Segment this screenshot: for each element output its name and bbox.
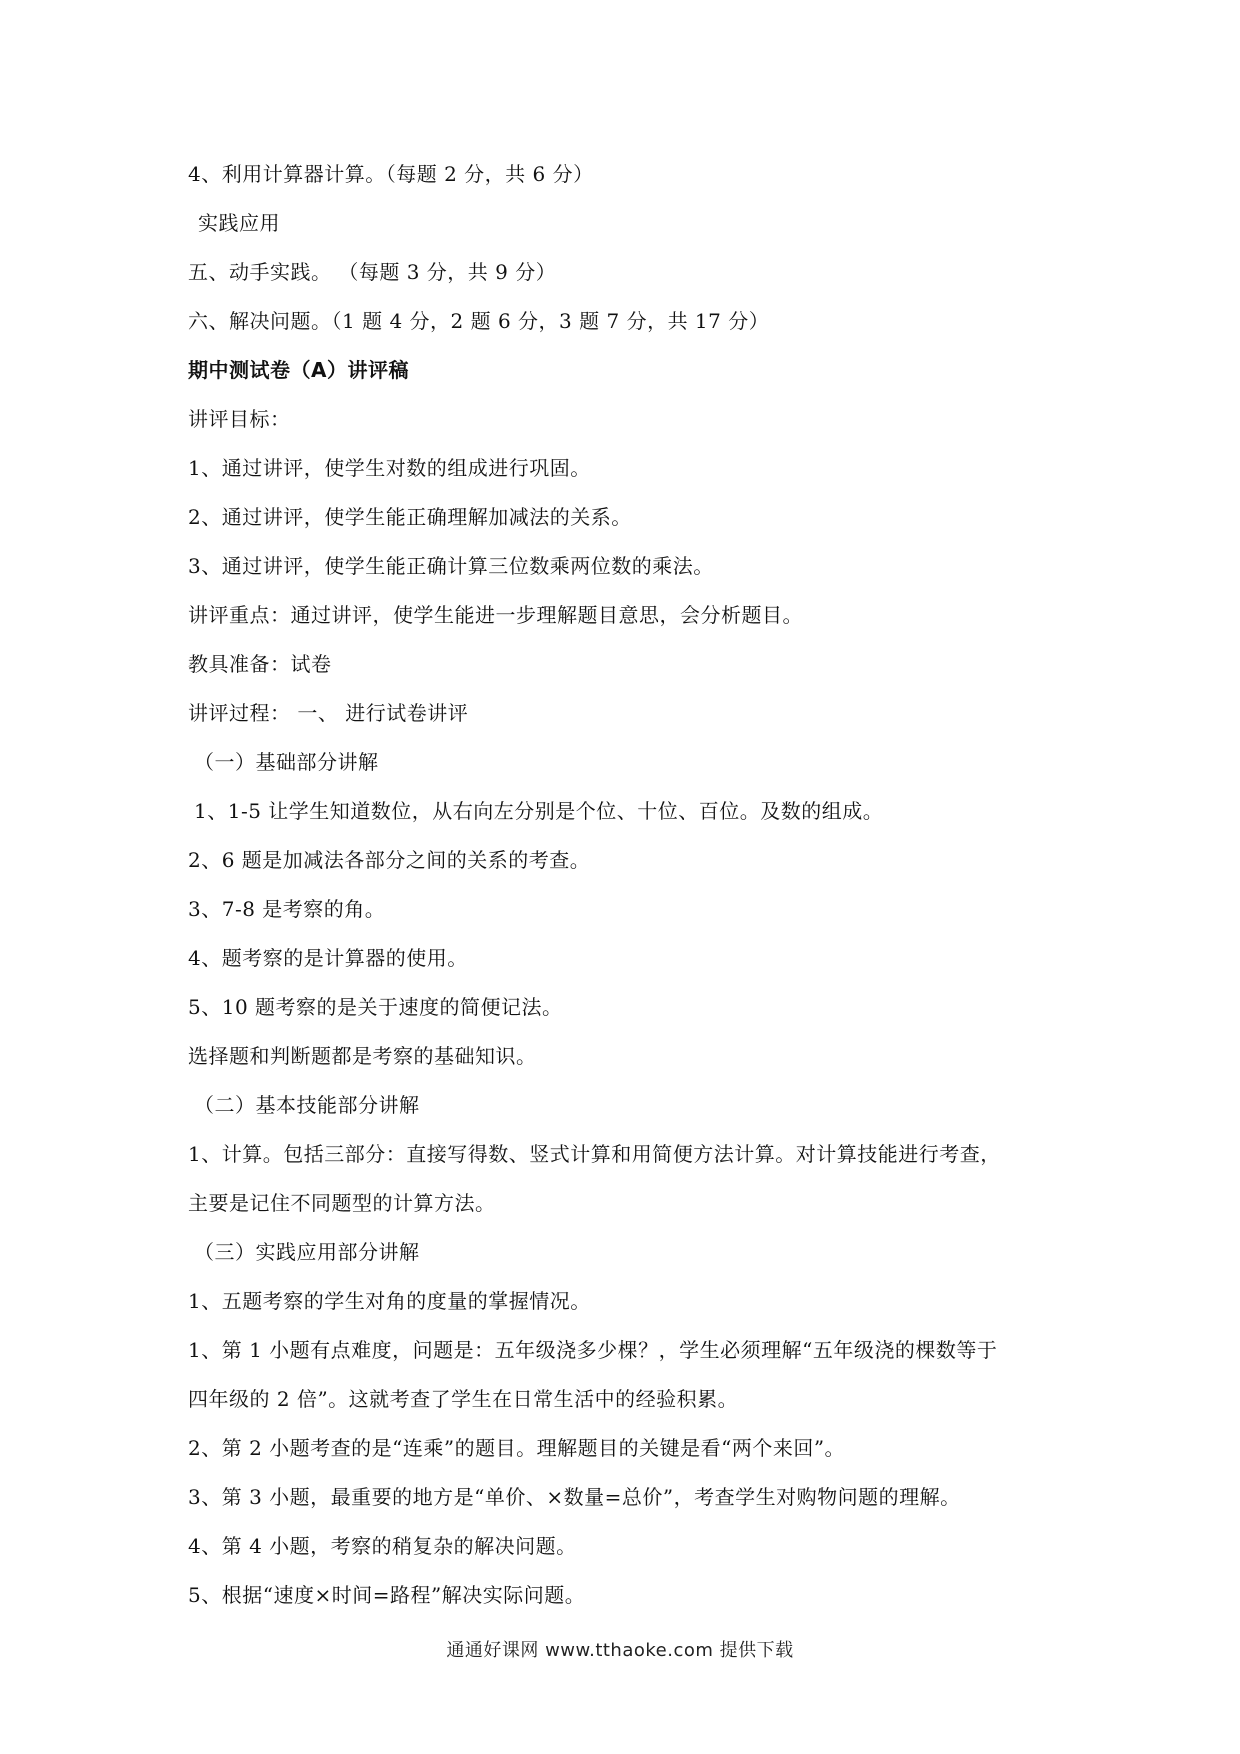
text-line: 讲评重点：通过讲评，使学生能进一步理解题目意思，会分析题目。 [188,603,803,627]
text-line: 主要是记住不同题型的计算方法。 [188,1191,496,1215]
text-line: 3、第 3 小题，最重要的地方是“单价、×数量=总价”，考查学生对购物问题的理解。 [188,1485,961,1509]
text-line: 2、第 2 小题考查的是“连乘”的题目。理解题目的关键是看“两个来回”。 [188,1436,846,1460]
subsection-heading: （三）实践应用部分讲解 [194,1240,420,1264]
subsection-heading: （二）基本技能部分讲解 [194,1093,420,1117]
text-line: 讲评目标： [188,407,291,431]
text-line: 4、题考察的是计算器的使用。 [188,946,468,970]
text-line: 1、五题考察的学生对角的度量的掌握情况。 [188,1289,591,1313]
text-line: 2、6 题是加减法各部分之间的关系的考查。 [188,848,591,872]
text-line: 1、第 1 小题有点难度，问题是：五年级浇多少棵？，学生必须理解“五年级浇的棵数等于 [188,1338,998,1362]
text-line: 五、动手实践。 （每题 3 分，共 9 分） [188,260,557,284]
text-line: 选择题和判断题都是考察的基础知识。 [188,1044,537,1068]
text-line: 1、计算。包括三部分：直接写得数、竖式计算和用简便方法计算。对计算技能进行考查， [188,1142,1001,1166]
text-line: 3、7-8 是考察的角。 [188,897,386,921]
text-line: 5、根据“速度×时间=路程”解决实际问题。 [188,1583,586,1607]
document-title: 期中测试卷（A）讲评稿 [188,358,409,382]
text-line: 4、利用计算器计算。（每题 2 分，共 6 分） [188,162,594,186]
document-body [188,150,1068,1620]
text-line: 5、10 题考察的是关于速度的简便记法。 [188,995,563,1019]
text-line: 2、通过讲评，使学生能正确理解加减法的关系。 [188,505,632,529]
subsection-heading: （一）基础部分讲解 [194,750,379,774]
text-line: 教具准备：试卷 [188,652,332,676]
text-line: 1、1-5 让学生知道数位，从右向左分别是个位、十位、百位。及数的组成。 [194,799,884,823]
text-line: 六、解决问题。（1 题 4 分，2 题 6 分，3 题 7 分，共 17 分） [188,309,770,333]
text-line: 3、通过讲评，使学生能正确计算三位数乘两位数的乘法。 [188,554,714,578]
text-line: 四年级的 2 倍”。这就考查了学生在日常生活中的经验积累。 [188,1387,739,1411]
text-line: 讲评过程： 一、 进行试卷讲评 [188,701,469,725]
text-line: 4、第 4 小题，考察的稍复杂的解决问题。 [188,1534,577,1558]
text-line: 1、通过讲评，使学生对数的组成进行巩固。 [188,456,591,480]
section-label: 实践应用 [198,211,280,235]
page-footer: 通通好课网 www.tthaoke.com 提供下载 [446,1640,794,1661]
